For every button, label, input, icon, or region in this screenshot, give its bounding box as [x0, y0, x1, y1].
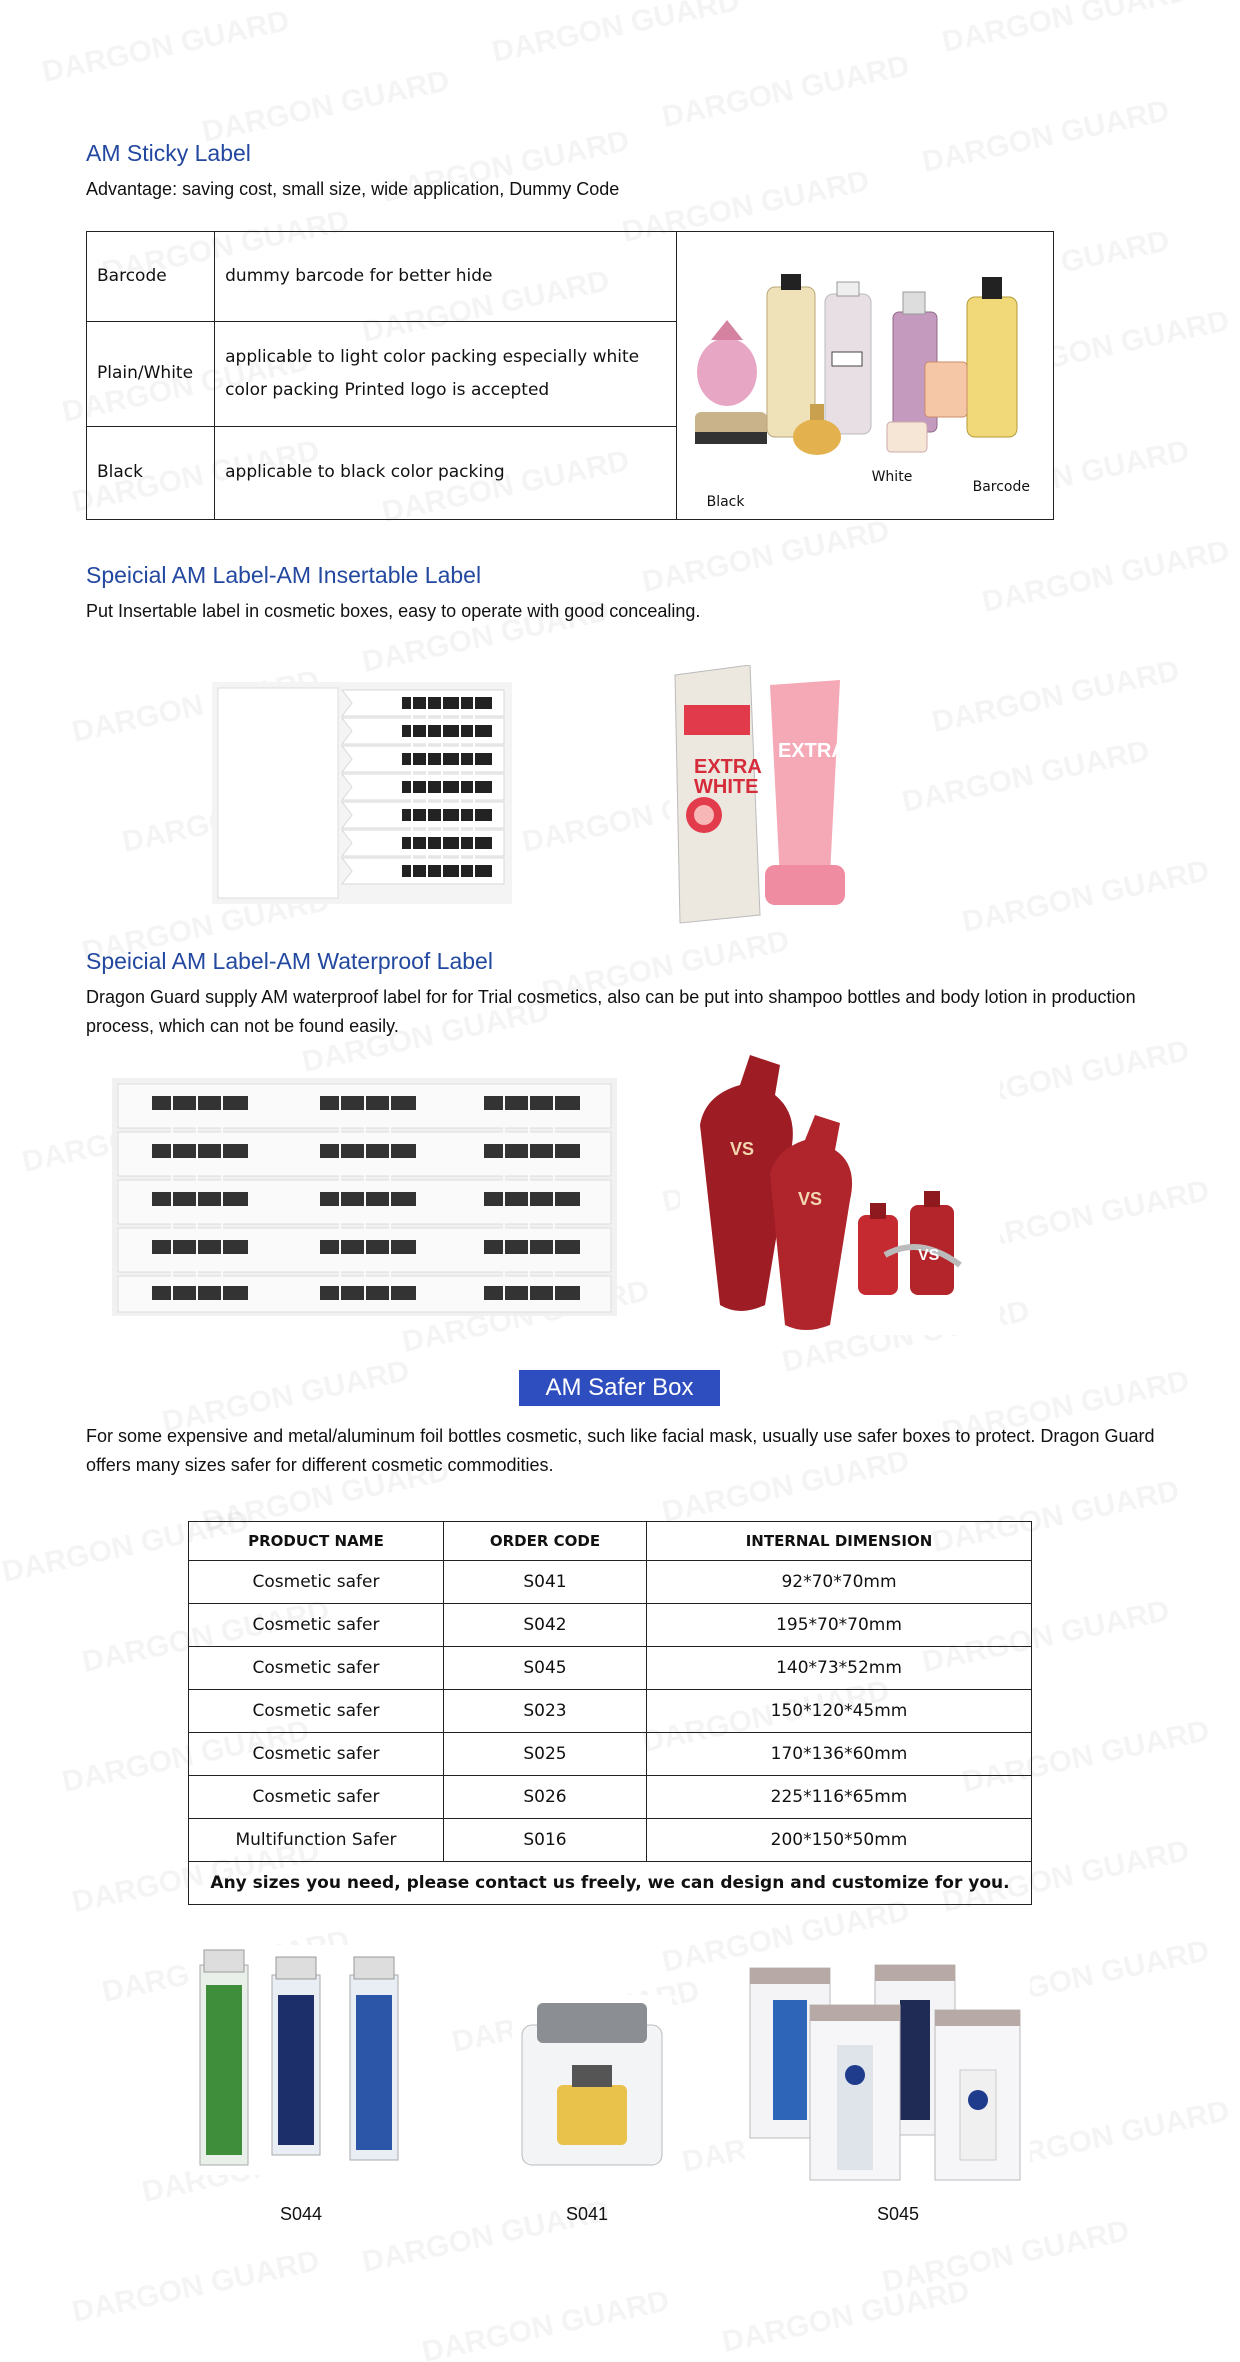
watermark — [939, 0, 1192, 60]
product-name-cell: Multifunction Safer — [189, 1819, 444, 1862]
order-code-cell: S026 — [444, 1776, 647, 1819]
watermark — [639, 514, 892, 600]
product-name-cell: Cosmetic safer — [189, 1733, 444, 1776]
watermark — [419, 2284, 672, 2362]
product-name-cell: Cosmetic safer — [189, 1604, 444, 1647]
label-type-name: Black — [87, 426, 215, 519]
watermark — [919, 94, 1172, 180]
safer-box-table — [188, 1521, 1032, 1905]
box-text-extra: EXTRA — [694, 756, 762, 778]
safer-box-banner: AM Safer Box — [519, 1370, 720, 1406]
watermark — [979, 534, 1232, 620]
waterproof-label-desc: Dragon Guard supply AM waterproof label for for Trial cosmetics, also can be put into shampoo bottles and body lotion in production process, which can not be found easily. — [86, 987, 1136, 1036]
photo-label-white: White — [871, 469, 913, 485]
table-row — [189, 1604, 1032, 1647]
dimension-cell: 195*70*70mm — [647, 1604, 1032, 1647]
watermark — [929, 654, 1182, 740]
order-code-cell: S041 — [444, 1561, 647, 1604]
label-type-desc: applicable to light color packing especially white color packing Printed logo is accepted — [215, 322, 676, 426]
photo-label-barcode: Barcode — [972, 479, 1030, 495]
table-row — [189, 1647, 1032, 1690]
extra-white-product-image — [670, 665, 880, 925]
watermark — [39, 4, 292, 90]
tube-text-extra: EXTRA — [778, 740, 846, 762]
bottle-brand-text: VS — [918, 1247, 940, 1264]
insertable-label-title: Speicial AM Label-AM Insertable Label — [86, 562, 482, 588]
product-name-cell: Cosmetic safer — [189, 1690, 444, 1733]
product-code-label: S045 — [877, 2204, 920, 2224]
dimension-cell: 170*136*60mm — [647, 1733, 1032, 1776]
insertable-labels-image — [212, 682, 512, 904]
waterproof-labels-image — [112, 1078, 617, 1316]
order-code-cell: S045 — [444, 1647, 647, 1690]
label-type-name: Barcode — [87, 232, 215, 322]
column-header: PRODUCT NAME — [189, 1522, 444, 1561]
order-code-cell: S025 — [444, 1733, 647, 1776]
column-header: INTERNAL DIMENSION — [647, 1522, 1032, 1561]
product-name-cell: Cosmetic safer — [189, 1561, 444, 1604]
bottle-brand-text: VS — [730, 1139, 755, 1159]
s044-product-image — [190, 1945, 420, 2175]
box-text-white: WHITE — [694, 776, 759, 798]
table-row — [189, 1819, 1032, 1862]
dimension-cell: 92*70*70mm — [647, 1561, 1032, 1604]
table-row — [189, 1690, 1032, 1733]
column-header: ORDER CODE — [444, 1522, 647, 1561]
dimension-cell: 150*120*45mm — [647, 1690, 1032, 1733]
watermark — [879, 2214, 1132, 2300]
product-name-cell: Cosmetic safer — [189, 1776, 444, 1819]
bottle-brand-text: VS — [798, 1189, 823, 1209]
table-row — [189, 1561, 1032, 1604]
label-type-name: Plain/White — [87, 322, 215, 426]
table-header-row — [189, 1522, 1032, 1561]
cosmetics-photo-cell — [676, 232, 1053, 520]
dimension-cell: 140*73*52mm — [647, 1647, 1032, 1690]
watermark — [199, 64, 452, 150]
watermark — [69, 2244, 322, 2330]
order-code-cell: S016 — [444, 1819, 647, 1862]
dimension-cell: 200*150*50mm — [647, 1819, 1032, 1862]
product-name-cell: Cosmetic safer — [189, 1647, 444, 1690]
watermark — [489, 0, 742, 70]
sticky-label-advantage: Advantage: saving cost, small size, wide application, Dummy Code — [86, 179, 620, 199]
photo-label-black: Black — [706, 494, 745, 510]
order-code-cell: S023 — [444, 1690, 647, 1733]
dimension-cell: 225*116*65mm — [647, 1776, 1032, 1819]
cosmetics-photo — [677, 232, 1053, 519]
sticky-label-title: AM Sticky Label — [86, 140, 251, 166]
table-note-row — [189, 1862, 1032, 1905]
safer-box-desc: For some expensive and metal/aluminum foil bottles cosmetic, such like facial mask, usually use safer boxes to protect. Dragon Guard offers many sizes safer for different cosmetic commodities. — [86, 1426, 1155, 1475]
table-row — [87, 232, 1054, 322]
table-row — [189, 1733, 1032, 1776]
product-code-label: S044 — [280, 2204, 323, 2224]
product-code-label: S041 — [566, 2204, 609, 2224]
insertable-label-desc: Put Insertable label in cosmetic boxes, easy to operate with good concealing. — [86, 601, 701, 621]
vs-shampoo-image — [680, 1055, 1000, 1335]
watermark — [959, 854, 1212, 940]
waterproof-label-title: Speicial AM Label-AM Waterproof Label — [86, 948, 493, 974]
order-code-cell: S042 — [444, 1604, 647, 1647]
watermark — [659, 49, 912, 135]
label-type-desc: dummy barcode for better hide — [215, 232, 676, 322]
watermark — [719, 2274, 972, 2360]
s045-product-image — [745, 1960, 1030, 2185]
s041-product-image — [512, 1995, 672, 2170]
table-row — [189, 1776, 1032, 1819]
customize-note: Any sizes you need, please contact us freely, we can design and customize for you. — [189, 1862, 1032, 1905]
sticky-label-table — [86, 231, 1054, 520]
label-type-desc: applicable to black color packing — [215, 426, 676, 519]
watermark — [899, 734, 1152, 820]
